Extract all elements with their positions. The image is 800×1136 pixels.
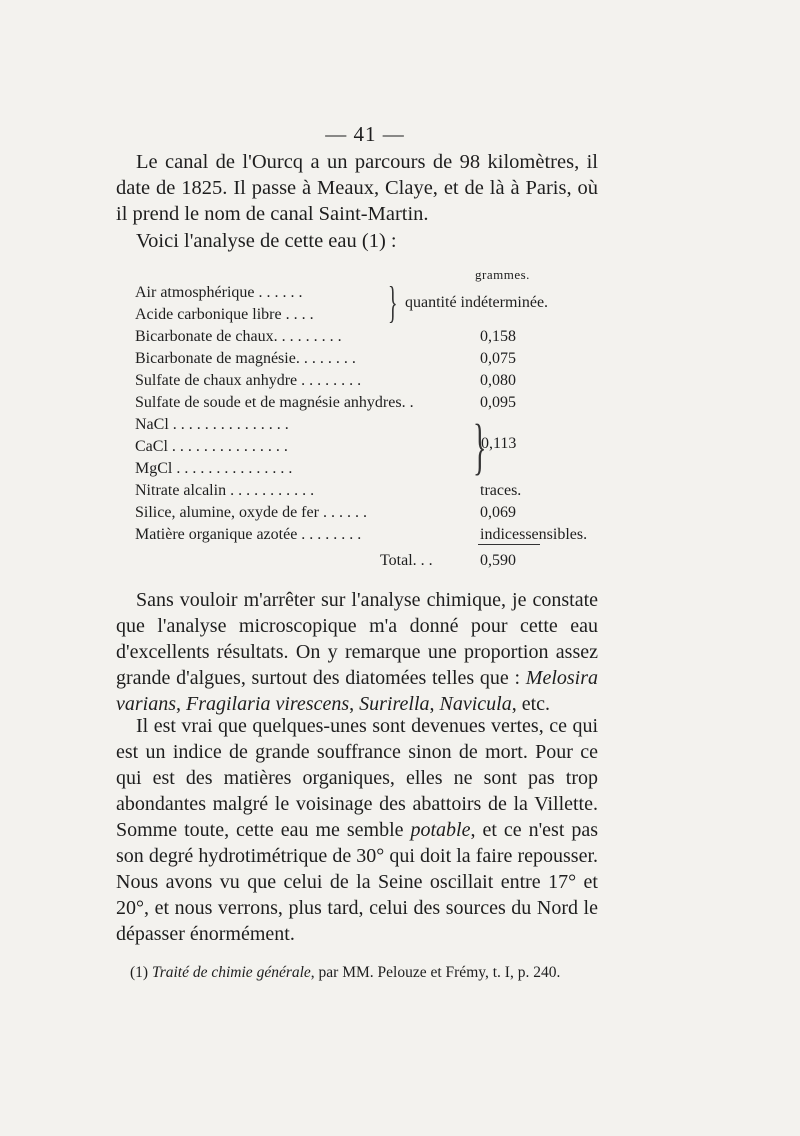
row-value: traces. [480,482,522,499]
species-surirella: Surirella [359,693,430,715]
footnote-marker: (1) [130,964,149,981]
page-number: — 41 — [325,122,405,146]
row-label: CaCl . . . . . . . . . . . . . . . [135,438,288,455]
p4-text-before: Il est vrai que quelques-unes sont devenues vertes, ce qui est un indice de grande souffrance sinon de mort. Pour ce qui est des matières organiques, elles ne sont pas trop abondantes malgré le voisinage des abattoirs de la Villette. Somme toute, cette eau me semble [116,715,598,841]
table-row [135,480,605,501]
row-label: Silice, alumine, oxyde de fer . . . . . . [135,504,367,521]
row-label: Acide carbonique libre . . . . [135,306,314,323]
brace-salts: } [473,413,487,481]
row-label: Bicarbonate de magnésie. . . . . . . . [135,350,356,367]
row-label: NaCl . . . . . . . . . . . . . . . [135,416,289,433]
emphasis-potable: potable [410,819,471,841]
table-row [135,458,605,479]
p3-text-after: , etc. [511,693,551,715]
table-row [135,502,605,523]
total-value: 0,590 [480,552,516,569]
row-label: Sulfate de soude et de magnésie anhydres. . [135,394,414,411]
row-label: Matière organique azotée . . . . . . . . [135,526,362,543]
brace-gases: } [388,278,398,327]
table-row [135,392,605,413]
footnote [130,964,560,982]
p4-text-after: , et ce n'est pas son degré hydrotimétrique de 30° qui doit la faire repousser. Nous avons vu que celui de la Seine oscillait entre 17° et 20°, et nous verrons, plus tard, celui des sources du Nord le dépasser énormément. [116,819,599,945]
total-rule [478,544,540,545]
species-fragilaria: Fragilaria virescens [186,693,350,715]
table-row [135,436,605,457]
species-navicula: Navicula [439,693,512,715]
row-value: 0,158 [480,328,516,345]
gases-note: quantité indéterminée. [405,294,549,311]
p3-text-before: Sans vouloir m'arrêter sur l'analyse chimique, je constate que l'analyse microscopique m'a donné pour cette eau d'excellents résultats. On y remarque une proportion assez grande d'algues, surtout des diatomées telles que : [116,589,598,689]
table-row [135,326,605,347]
row-label: Sulfate de chaux anhydre . . . . . . . . [135,372,362,389]
total-label: Total. . . [380,552,433,569]
row-value: 0,069 [480,504,516,521]
footnote-title: Traité de chimie générale [151,964,311,981]
row-value: 0,095 [480,394,516,411]
row-label: Bicarbonate de chaux. . . . . . . . . [135,328,342,345]
paragraph-conclusion [116,713,598,947]
unit-label: grammes. [475,267,530,282]
row-label: Air atmosphérique . . . . . . [135,284,303,301]
row-label: Nitrate alcalin . . . . . . . . . . . [135,482,315,499]
row-value: indicessensibles. [480,526,588,543]
row-value: 0,075 [480,350,516,367]
table-row [135,348,605,369]
table-row [135,370,605,391]
footnote-rest: , par MM. Pelouze et Frémy, t. I, p. 240. [310,964,561,981]
species-melosira: Melosira varians [116,667,598,715]
salts-value: 0,113 [481,435,517,452]
table-row [135,524,605,545]
paragraph-analysis-intro: Voici l'analyse de cette eau (1) : [136,230,397,252]
paragraph-canal-ourcq: Le canal de l'Ourcq a un parcours de 98 kilomètres, il date de 1825. Il passe à Meaux, Claye, et de là à Paris, où il prend le nom de canal Saint-Martin. [116,151,598,225]
paragraph-microscopic-analysis: Sans vouloir m'arrêter sur l'analyse chimique, je constate que l'analyse microscopique m'a donné pour cette eau d'excellents résultats. On y remarque une proportion assez grande d'algues, surtout des diatomées telles que : Melosira varians, Fragilaria virescens, Surirella, Navicula, etc. [116,589,598,715]
table-row [135,414,605,435]
row-label: MgCl . . . . . . . . . . . . . . . [135,460,293,477]
row-value: 0,080 [480,372,516,389]
